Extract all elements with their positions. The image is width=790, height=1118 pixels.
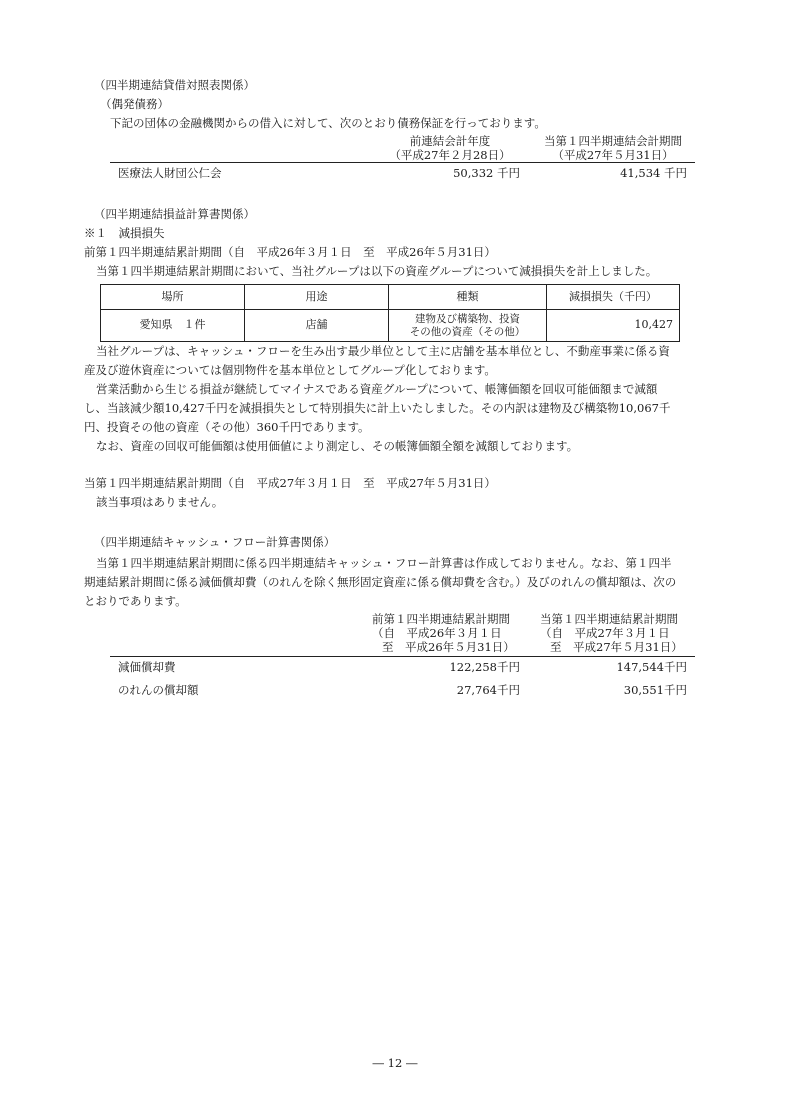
bs-section-heading: （四半期連結貸借対照表関係） [94,78,255,92]
cf-col-curr-from: （自 平成27年３月１日 [540,626,670,640]
cf-paragraph [84,554,690,611]
curr-period-label: 当第１四半期連結累計期間（自 平成27年３月１日 至 平成27年５月31日） [84,476,496,490]
impairment-intro: 当第１四半期連結累計期間において、当社グループは以下の資産グループについて減損損失を計上しました。 [96,264,658,278]
page-number: ― 12 ― [372,1056,418,1070]
bs-table-rule [110,162,695,163]
pl-section-heading: （四半期連結損益計算書関係） [94,207,255,221]
cf-table-rule [110,656,695,657]
cf-row-curr-value: 30,551千円 [623,683,687,697]
cell-type-line2: その他の資産（その他） [409,325,526,338]
cell-type-line1: 建物及び構築物、投資 [415,312,520,325]
para2-line3: 円、投資その他の資産（その他）360千円であります。 [84,420,370,434]
cf-col-curr-to: 至 平成27年５月31日） [550,640,683,654]
cf-section-heading: （四半期連結キャッシュ・フロー計算書関係） [94,535,336,549]
cf-para-line3: とおりであります。 [84,594,187,608]
cf-row-prev-value: 122,258千円 [449,660,520,674]
contingent-liabilities-heading: （偶発債務） [100,97,169,111]
para1-line1: 当社グループは、キャッシュ・フローを生み出す最少単位として主に店舗を基本単位とし、不動産事業に係る資 [96,344,670,358]
impairment-table [100,284,680,342]
cf-row-curr-value: 147,544千円 [616,660,687,674]
cf-col-prev-title: 前第１四半期連結累計期間 [372,612,510,626]
bs-col-prev-date: （平成27年２月28日） [389,148,511,162]
bs-col-prev-title: 前連結会計年度 [409,134,491,148]
cell-place: 愛知県 １件 [101,310,245,342]
para3: なお、資産の回収可能価額は使用価値により測定し、その帳簿価額全額を減額しております。 [96,439,579,453]
header-use: 用途 [245,285,389,310]
header-place: 場所 [101,285,245,310]
header-amount: 減損損失（千円） [547,285,680,310]
para2-line2: し、当該減少額10,427千円を減損損失として特別損失に計上いたしました。その内訳は建物及び構築物10,067千 [84,401,671,415]
bs-row-label: 医療法人財団公仁会 [118,166,222,180]
cf-row-label: 減価償却費 [118,660,176,674]
bs-col-curr-title: 当第１四半期連結会計期間 [544,134,682,148]
para1-line2: 産及び遊休資産については個別物件を基本単位としてグループ化しております。 [84,363,496,377]
impairment-note-label: ※１ 減損損失 [84,226,165,240]
cell-amount: 10,427 [547,310,680,342]
cf-col-prev-from: （自 平成26年３月１日 [372,626,502,640]
bs-row-curr-value: 41,534 千円 [620,166,687,180]
cf-row-prev-value: 27,764千円 [456,683,520,697]
cf-para-line1: 当第１四半期連結累計期間に係る四半期連結キャッシュ・フロー計算書は作成しておりません。なお、第１四半 [96,556,672,570]
table-row [101,310,680,342]
header-type: 種類 [389,285,547,310]
bs-col-curr-date: （平成27年５月31日） [552,148,674,162]
cf-para-line2: 期連結累計期間に係る減価償却費（のれんを除く無形固定資産に係る償却費を含む。）及びのれんの償却額は、次の [84,575,677,589]
cf-col-prev-to: 至 平成26年５月31日） [382,640,515,654]
cf-col-curr-title: 当第１四半期連結累計期間 [540,612,678,626]
cell-type [389,310,547,342]
guarantee-intro: 下記の団体の金融機関からの借入に対して、次のとおり債務保証を行っております。 [110,116,546,130]
cf-row-label: のれんの償却額 [118,683,199,697]
prev-period-label: 前第１四半期連結累計期間（自 平成26年３月１日 至 平成26年５月31日） [84,245,496,259]
bs-row-prev-value: 50,332 千円 [453,166,520,180]
impairment-table-header [101,285,680,310]
cell-use: 店舗 [245,310,389,342]
impairment-paragraphs [84,342,690,456]
none-applicable-text: 該当事項はありません。 [96,495,224,509]
para2-line1: 営業活動から生じる損益が継続してマイナスである資産グループについて、帳簿価額を回収可能価額まで減額 [96,382,658,396]
